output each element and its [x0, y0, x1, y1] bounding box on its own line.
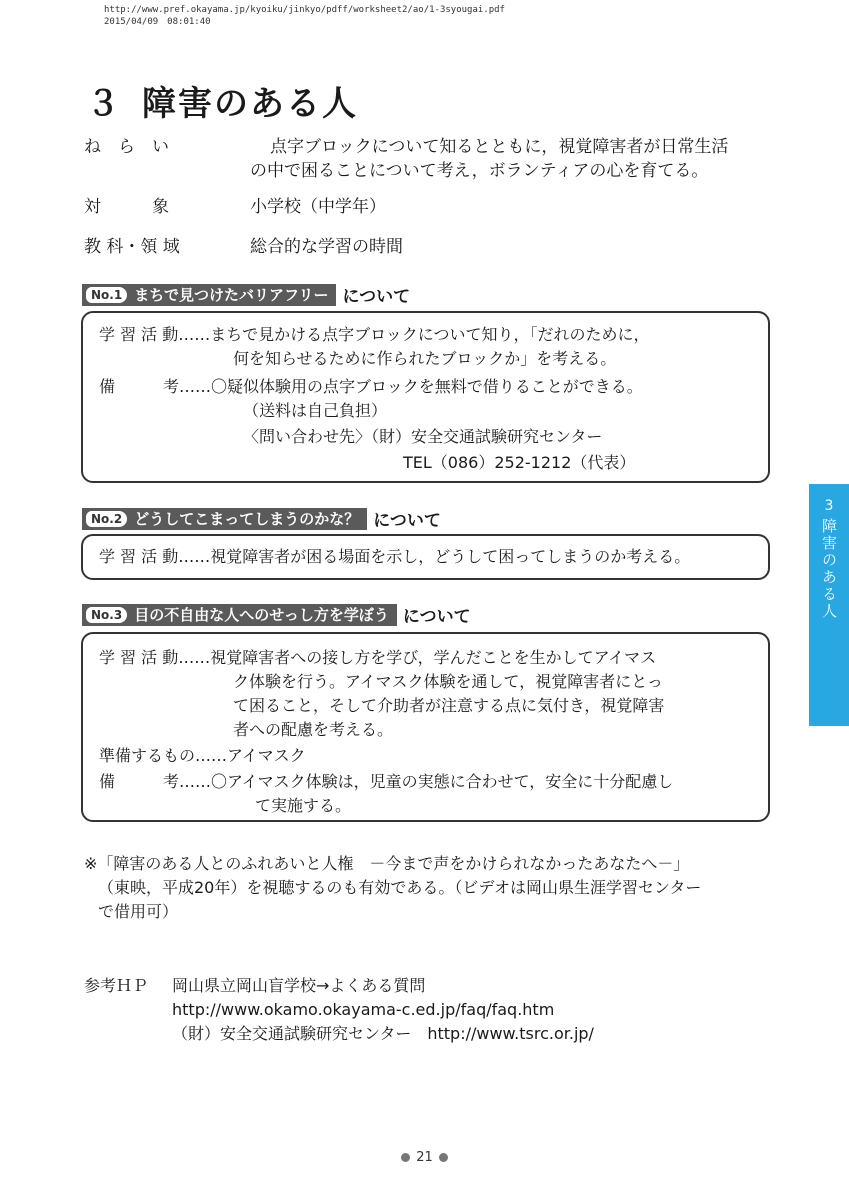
- video-note-line-1: ※「障害のある人とのふれあいと人権 －今まで声をかけられなかったあなたへ－」: [84, 854, 690, 873]
- section-2-heading: [82, 506, 441, 531]
- section-3-box: [81, 632, 770, 822]
- section-3-activity-text-2: ク体験を行う。アイマスク体験を通して，視覚障害者にとっ: [233, 672, 663, 691]
- section-3-title: 目の不自由な人へのせっし方を学ぼう: [134, 606, 389, 624]
- section-3-activity-text-3: て困ること，そして介助者が注意する点に気付き，視覚障害: [233, 696, 665, 715]
- aim-label: ね ら い: [84, 137, 169, 157]
- chapter-title: 障害のある人: [142, 84, 358, 124]
- section-1-heading: [82, 282, 410, 307]
- section-3-activity-label: 学 習 活 動……: [99, 648, 211, 667]
- section-3-remarks-label: 備 考……: [99, 772, 212, 791]
- section-3-prep-label: 準備するもの……: [99, 746, 228, 765]
- reference-2[interactable]: （財）安全交通試験研究センター http://www.tsrc.or.jp/: [172, 1024, 594, 1043]
- footer-dot-left-icon: [401, 1153, 410, 1162]
- section-3-suffix: について: [402, 607, 471, 627]
- document-header: [104, 4, 505, 28]
- section-3-remarks-text-1: 〇アイマスク体験は，児童の実態に合わせて，安全に十分配慮し: [211, 772, 674, 791]
- footer-dot-right-icon: [439, 1153, 448, 1162]
- section-1-box: [81, 311, 770, 483]
- section-1-remarks-text-1: 〇疑似体験用の点字ブロックを無料で借りることができる。: [211, 377, 643, 396]
- target-value: 小学校（中学年）: [250, 197, 386, 217]
- source-url: http://www.pref.okayama.jp/kyoiku/jinkyo/pdff/worksheet2/ao/1-3syougai.pdf: [104, 5, 505, 15]
- section-1-suffix: について: [342, 287, 411, 307]
- side-tab-number: 3: [824, 498, 834, 514]
- section-3-number-badge: No.3: [86, 607, 127, 623]
- section-1-activity-text-2: 何を知らせるために作られたブロックか」を考える。: [233, 349, 617, 368]
- page-number: 21: [416, 1150, 433, 1165]
- section-3-title-bar: [82, 604, 397, 626]
- chapter-number: ３: [86, 84, 122, 124]
- chapter-side-tab: [809, 484, 849, 726]
- section-2-suffix: について: [373, 511, 441, 531]
- section-3-heading: [82, 602, 471, 627]
- section-1-number-badge: No.1: [86, 287, 127, 303]
- section-1-remarks-label: 備 考……: [99, 377, 212, 396]
- print-timestamp: 2015/04/09 08:01:40: [104, 17, 211, 27]
- section-3-activity-text-4: 者への配慮を考える。: [233, 720, 394, 739]
- section-2-number-badge: No.2: [86, 511, 127, 527]
- section-2-activity-label: 学 習 活 動……: [99, 547, 211, 566]
- page-title: [86, 76, 358, 125]
- section-1-activity-label: 学 習 活 動……: [99, 325, 211, 344]
- video-note-line-2: （東映，平成20年）を視聴するのも有効である。（ビデオは岡山県生涯学習センター: [98, 878, 702, 897]
- aim-text-2: の中で困ることについて考え，ボランティアの心を育てる。: [250, 161, 709, 181]
- section-2-activity-text-1: 視覚障害者が困る場面を示し，どうして困ってしまうのか考える。: [210, 547, 691, 566]
- section-1-remarks-text-2: （送料は自己負担）: [243, 401, 388, 420]
- video-note: [84, 852, 774, 924]
- references-label: 参考ＨＰ: [84, 976, 149, 995]
- reference-url-1[interactable]: http://www.okamo.okayama-c.ed.jp/faq/faq.htm: [172, 1000, 555, 1019]
- section-1-contact: 〈問い合わせ先〉（財）安全交通試験研究センター: [243, 427, 603, 446]
- target-label: 対 象: [84, 197, 169, 217]
- section-2-title-bar: [82, 508, 367, 530]
- section-1-activity-text-1: まちで見かける点字ブロックについて知り，「だれのために，: [210, 325, 650, 344]
- section-2-title: どうしてこまってしまうのかな？: [134, 510, 360, 528]
- side-tab-text: 障害のある人: [820, 518, 838, 620]
- section-1-title: まちで見つけたバリアフリー: [134, 286, 329, 304]
- section-3-activity-text-1: 視覚障害者への接し方を学び，学んだことを生かしてアイマス: [210, 648, 657, 667]
- subject-value: 総合的な学習の時間: [250, 237, 403, 257]
- section-2-box: [81, 534, 770, 580]
- page-footer: [0, 1150, 849, 1165]
- video-note-line-3: で借用可）: [98, 902, 179, 921]
- aim-text-1: 点字ブロックについて知るとともに，視覚障害者が日常生活: [270, 137, 729, 157]
- section-1-phone: TEL（086）252-1212（代表）: [403, 453, 636, 472]
- section-3-prep-value: アイマスク: [227, 746, 306, 765]
- reference-1: 岡山県立岡山盲学校→よくある質問: [172, 976, 426, 995]
- subject-label: 教 科・領 域: [84, 237, 180, 257]
- section-3-remarks-text-2: て実施する。: [255, 796, 352, 815]
- section-1-title-bar: [82, 284, 336, 306]
